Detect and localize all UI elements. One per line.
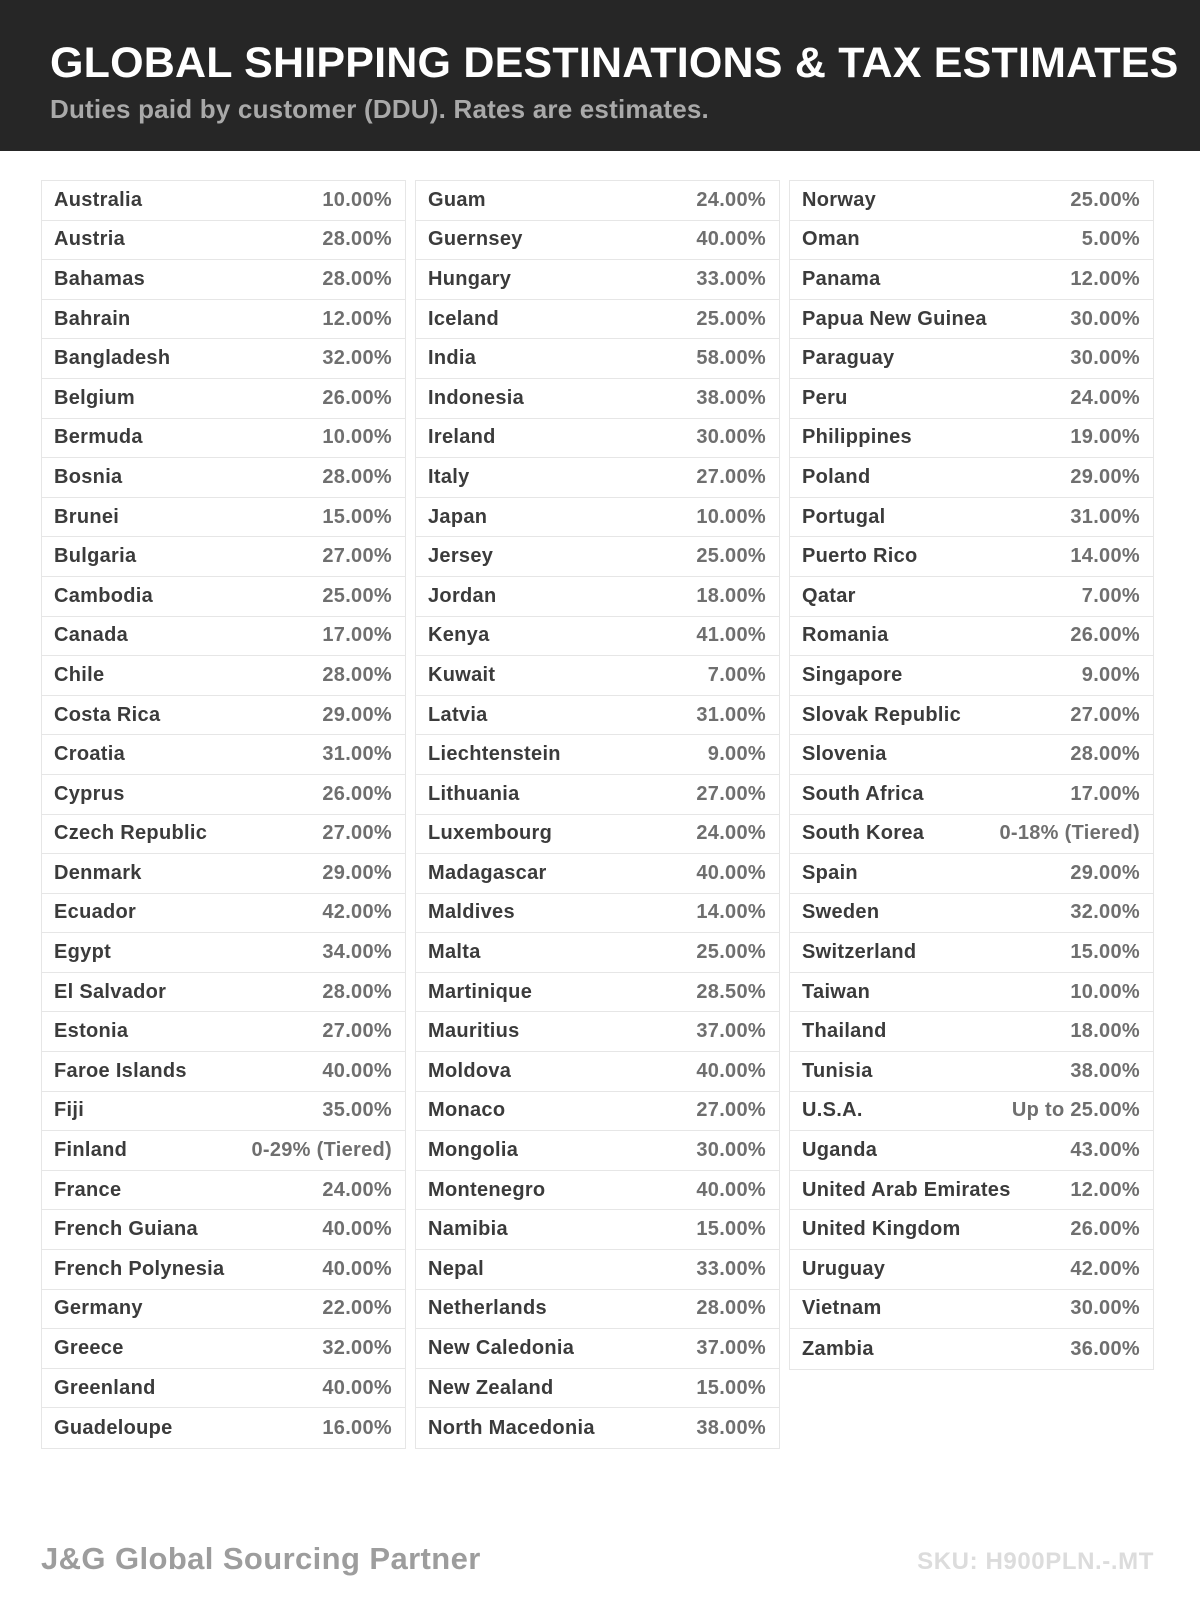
country-name: Sweden <box>802 901 880 924</box>
rate-value: 9.00% <box>1081 663 1140 686</box>
country-name: Belgium <box>54 386 135 409</box>
rate-value: 40.00% <box>322 1376 392 1399</box>
rate-value: 12.00% <box>1070 1178 1140 1201</box>
country-name: Tunisia <box>802 1059 873 1082</box>
rate-row <box>416 1290 779 1330</box>
country-name: Kuwait <box>428 663 496 686</box>
country-name: Faroe Islands <box>54 1059 187 1082</box>
rate-value: 30.00% <box>696 1139 766 1162</box>
rate-row <box>42 379 405 419</box>
rate-row <box>790 1012 1153 1052</box>
country-name: Uruguay <box>802 1257 886 1280</box>
rate-value: 38.00% <box>1070 1059 1140 1082</box>
rate-value: 14.00% <box>696 901 766 924</box>
rate-row <box>790 1290 1153 1330</box>
country-name: Kenya <box>428 624 490 647</box>
rate-value: 15.00% <box>1070 941 1140 964</box>
country-name: Singapore <box>802 663 903 686</box>
footer-sku: SKU: H900PLN.-.MT <box>917 1548 1154 1575</box>
rate-row <box>416 537 779 577</box>
rate-row <box>42 973 405 1013</box>
rate-value: 19.00% <box>1070 426 1140 449</box>
header <box>0 0 1200 151</box>
rate-value: 15.00% <box>696 1376 766 1399</box>
country-name: Poland <box>802 465 871 488</box>
rate-value: 30.00% <box>696 426 766 449</box>
rate-row <box>42 1408 405 1448</box>
country-name: North Macedonia <box>428 1416 595 1439</box>
rate-column-3 <box>789 180 1154 1370</box>
rate-row <box>790 1131 1153 1171</box>
rate-row <box>42 696 405 736</box>
rate-row <box>790 181 1153 221</box>
rate-row <box>42 735 405 775</box>
rate-row <box>42 854 405 894</box>
country-name: Greenland <box>54 1376 156 1399</box>
country-name: Bermuda <box>54 426 143 449</box>
rate-row <box>416 933 779 973</box>
country-name: Ireland <box>428 426 496 449</box>
rate-value: 10.00% <box>696 505 766 528</box>
country-name: Lithuania <box>428 782 520 805</box>
rate-value: 10.00% <box>1070 980 1140 1003</box>
rate-row <box>416 854 779 894</box>
country-name: Namibia <box>428 1218 508 1241</box>
rate-row <box>42 1092 405 1132</box>
country-name: India <box>428 347 477 370</box>
country-name: Romania <box>802 624 889 647</box>
rate-row <box>42 300 405 340</box>
rate-row <box>790 260 1153 300</box>
rate-row <box>790 933 1153 973</box>
rate-value: 34.00% <box>322 941 392 964</box>
rate-value: 24.00% <box>696 188 766 211</box>
country-name: French Guiana <box>54 1218 198 1241</box>
rate-row <box>42 537 405 577</box>
rate-value: 18.00% <box>696 584 766 607</box>
rate-row <box>416 221 779 261</box>
rate-row <box>42 181 405 221</box>
country-name: South Korea <box>802 822 925 845</box>
rate-row <box>42 1012 405 1052</box>
rate-value: 40.00% <box>322 1218 392 1241</box>
country-name: Spain <box>802 861 858 884</box>
rate-value: 31.00% <box>696 703 766 726</box>
rate-row <box>416 260 779 300</box>
country-name: Slovenia <box>802 743 887 766</box>
rate-value: 29.00% <box>1070 861 1140 884</box>
country-name: Portugal <box>802 505 886 528</box>
rate-row <box>790 498 1153 538</box>
rate-row <box>416 1369 779 1409</box>
country-name: Slovak Republic <box>802 703 961 726</box>
country-name: Oman <box>802 228 860 251</box>
rate-value: 24.00% <box>1070 386 1140 409</box>
rate-value: 0-18% (Tiered) <box>999 822 1140 845</box>
rate-value: 28.00% <box>322 465 392 488</box>
rate-value: 37.00% <box>696 1337 766 1360</box>
country-name: Egypt <box>54 941 112 964</box>
rate-row <box>42 656 405 696</box>
country-name: Croatia <box>54 743 126 766</box>
rate-row <box>790 815 1153 855</box>
rate-value: 27.00% <box>322 1020 392 1043</box>
rate-value: 26.00% <box>1070 624 1140 647</box>
rate-row <box>416 379 779 419</box>
rate-column-1 <box>41 180 406 1449</box>
rate-row <box>42 498 405 538</box>
rate-value: 28.00% <box>322 228 392 251</box>
rate-value: 35.00% <box>322 1099 392 1122</box>
country-name: Ecuador <box>54 901 137 924</box>
rate-value: 15.00% <box>696 1218 766 1241</box>
country-name: Puerto Rico <box>802 545 918 568</box>
page-subtitle: Duties paid by customer (DDU). Rates are estimates. <box>50 94 709 124</box>
rate-value: 10.00% <box>322 188 392 211</box>
rate-value: 26.00% <box>1070 1218 1140 1241</box>
country-name: South Africa <box>802 782 924 805</box>
rate-row <box>790 537 1153 577</box>
rate-row <box>790 617 1153 657</box>
rate-row <box>416 1092 779 1132</box>
rate-value: 7.00% <box>707 663 766 686</box>
rate-value: 40.00% <box>696 228 766 251</box>
country-name: Uganda <box>802 1139 878 1162</box>
rate-row <box>790 735 1153 775</box>
rate-row <box>416 1210 779 1250</box>
rate-value: 30.00% <box>1070 1297 1140 1320</box>
rate-row <box>42 1210 405 1250</box>
rate-row <box>416 617 779 657</box>
rate-value: 25.00% <box>696 545 766 568</box>
rate-row <box>790 854 1153 894</box>
country-name: Czech Republic <box>54 822 208 845</box>
country-name: Indonesia <box>428 386 525 409</box>
country-name: Vietnam <box>802 1297 882 1320</box>
country-name: Bulgaria <box>54 545 137 568</box>
rate-value: 28.00% <box>322 663 392 686</box>
rate-value: 25.00% <box>1070 188 1140 211</box>
rate-value: 17.00% <box>322 624 392 647</box>
country-name: Fiji <box>54 1099 85 1122</box>
country-name: Hungary <box>428 267 512 290</box>
rate-row <box>42 1250 405 1290</box>
country-name: Norway <box>802 188 877 211</box>
rate-row <box>790 379 1153 419</box>
country-name: Zambia <box>802 1337 874 1360</box>
country-name: Finland <box>54 1139 128 1162</box>
rate-value: 32.00% <box>1070 901 1140 924</box>
rate-value: 27.00% <box>322 545 392 568</box>
rate-row <box>416 1250 779 1290</box>
rate-row <box>42 617 405 657</box>
rate-value: 26.00% <box>322 386 392 409</box>
country-name: United Arab Emirates <box>802 1178 1011 1201</box>
rate-value: 31.00% <box>1070 505 1140 528</box>
country-name: Monaco <box>428 1099 506 1122</box>
rate-row <box>42 221 405 261</box>
rate-value: 25.00% <box>322 584 392 607</box>
rate-row <box>416 696 779 736</box>
rate-value: 37.00% <box>696 1020 766 1043</box>
country-name: Nepal <box>428 1257 484 1280</box>
rate-row <box>790 577 1153 617</box>
country-name: Netherlands <box>428 1297 547 1320</box>
footer-brand: J&G Global Sourcing Partner <box>41 1541 481 1576</box>
country-name: Philippines <box>802 426 912 449</box>
rate-row <box>42 775 405 815</box>
rate-row <box>416 1171 779 1211</box>
page-title: GLOBAL SHIPPING DESTINATIONS & TAX ESTIMATES <box>50 39 1179 87</box>
country-name: Brunei <box>54 505 120 528</box>
rate-row <box>416 1408 779 1448</box>
rate-value: 26.00% <box>322 782 392 805</box>
rate-row <box>790 894 1153 934</box>
country-name: Cyprus <box>54 782 125 805</box>
rate-value: 38.00% <box>696 386 766 409</box>
rate-row <box>790 1329 1153 1369</box>
country-name: Japan <box>428 505 488 528</box>
rate-row <box>416 498 779 538</box>
rate-value: 31.00% <box>322 743 392 766</box>
rate-row <box>416 419 779 459</box>
rate-value: 43.00% <box>1070 1139 1140 1162</box>
country-name: El Salvador <box>54 980 167 1003</box>
country-name: Guernsey <box>428 228 523 251</box>
rate-value: 27.00% <box>322 822 392 845</box>
rate-row <box>790 1092 1153 1132</box>
rate-row <box>42 577 405 617</box>
country-name: Switzerland <box>802 941 917 964</box>
rate-value: 27.00% <box>696 782 766 805</box>
rate-value: 14.00% <box>1070 545 1140 568</box>
rate-value: 22.00% <box>322 1297 392 1320</box>
rate-value: 15.00% <box>322 505 392 528</box>
country-name: Jersey <box>428 545 494 568</box>
country-name: Chile <box>54 663 105 686</box>
rate-value: 29.00% <box>322 703 392 726</box>
country-name: Italy <box>428 465 470 488</box>
rate-column-2 <box>415 180 780 1449</box>
country-name: Paraguay <box>802 347 895 370</box>
rate-row <box>42 339 405 379</box>
rate-row <box>416 339 779 379</box>
rate-row <box>790 300 1153 340</box>
country-name: Bangladesh <box>54 347 171 370</box>
rate-value: 32.00% <box>322 347 392 370</box>
rate-row <box>790 1210 1153 1250</box>
rate-value: 40.00% <box>696 861 766 884</box>
rate-value: 9.00% <box>707 743 766 766</box>
rate-value: 40.00% <box>696 1059 766 1082</box>
rate-value: 28.00% <box>322 980 392 1003</box>
country-name: Malta <box>428 941 481 964</box>
country-name: Bahamas <box>54 267 146 290</box>
rate-row <box>42 1131 405 1171</box>
country-name: Taiwan <box>802 980 871 1003</box>
rate-value: 0-29% (Tiered) <box>251 1139 392 1162</box>
rate-row <box>790 973 1153 1013</box>
rate-row <box>416 458 779 498</box>
country-name: Montenegro <box>428 1178 546 1201</box>
country-name: Estonia <box>54 1020 129 1043</box>
country-name: Panama <box>802 267 881 290</box>
rate-value: Up to 25.00% <box>1011 1099 1140 1122</box>
rate-row <box>42 1171 405 1211</box>
rate-value: 24.00% <box>322 1178 392 1201</box>
rate-row <box>416 577 779 617</box>
rate-row <box>42 933 405 973</box>
country-name: New Zealand <box>428 1376 554 1399</box>
footer <box>41 1541 1154 1577</box>
country-name: Madagascar <box>428 861 547 884</box>
country-name: U.S.A. <box>802 1099 863 1122</box>
rate-row <box>416 1329 779 1369</box>
rate-value: 42.00% <box>322 901 392 924</box>
country-name: Cambodia <box>54 584 154 607</box>
rate-value: 10.00% <box>322 426 392 449</box>
country-name: Iceland <box>428 307 500 330</box>
rate-row <box>790 221 1153 261</box>
rate-value: 7.00% <box>1081 584 1140 607</box>
rate-row <box>42 419 405 459</box>
rate-value: 42.00% <box>1070 1257 1140 1280</box>
country-name: Latvia <box>428 703 488 726</box>
rate-value: 27.00% <box>696 465 766 488</box>
country-name: Canada <box>54 624 129 647</box>
rate-row <box>790 775 1153 815</box>
rate-value: 30.00% <box>1070 347 1140 370</box>
country-name: French Polynesia <box>54 1257 225 1280</box>
country-name: Moldova <box>428 1059 512 1082</box>
rate-value: 27.00% <box>1070 703 1140 726</box>
rate-value: 30.00% <box>1070 307 1140 330</box>
rate-value: 17.00% <box>1070 782 1140 805</box>
rate-row <box>416 894 779 934</box>
rate-value: 58.00% <box>696 347 766 370</box>
rate-row <box>416 735 779 775</box>
rate-value: 28.00% <box>1070 743 1140 766</box>
rate-row <box>790 1171 1153 1211</box>
rate-value: 5.00% <box>1081 228 1140 251</box>
rate-value: 33.00% <box>696 1257 766 1280</box>
rate-value: 29.00% <box>322 861 392 884</box>
rate-value: 41.00% <box>696 624 766 647</box>
rate-row <box>42 894 405 934</box>
rate-row <box>42 1290 405 1330</box>
rate-row <box>416 1012 779 1052</box>
rate-value: 40.00% <box>322 1257 392 1280</box>
rate-value: 12.00% <box>1070 267 1140 290</box>
rate-row <box>42 1329 405 1369</box>
country-name: Bahrain <box>54 307 131 330</box>
country-name: Australia <box>54 188 143 211</box>
rate-value: 28.00% <box>322 267 392 290</box>
country-name: Qatar <box>802 584 856 607</box>
country-name: New Caledonia <box>428 1337 575 1360</box>
rate-value: 38.00% <box>696 1416 766 1439</box>
country-name: Peru <box>802 386 848 409</box>
rate-row <box>42 1369 405 1409</box>
rate-value: 12.00% <box>322 307 392 330</box>
country-name: Denmark <box>54 861 142 884</box>
rate-value: 29.00% <box>1070 465 1140 488</box>
rate-row <box>790 419 1153 459</box>
rates-table <box>41 180 1154 1449</box>
rate-value: 32.00% <box>322 1337 392 1360</box>
country-name: Germany <box>54 1297 143 1320</box>
rate-value: 40.00% <box>322 1059 392 1082</box>
country-name: Guadeloupe <box>54 1416 173 1439</box>
rate-value: 16.00% <box>322 1416 392 1439</box>
rate-value: 24.00% <box>696 822 766 845</box>
rate-row <box>42 815 405 855</box>
rate-row <box>790 1250 1153 1290</box>
rate-row <box>416 656 779 696</box>
rate-row <box>416 1052 779 1092</box>
country-name: Greece <box>54 1337 124 1360</box>
rate-value: 25.00% <box>696 941 766 964</box>
rate-value: 18.00% <box>1070 1020 1140 1043</box>
country-name: Mongolia <box>428 1139 519 1162</box>
rate-row <box>790 458 1153 498</box>
rate-row <box>416 775 779 815</box>
rate-value: 33.00% <box>696 267 766 290</box>
rate-row <box>790 696 1153 736</box>
rate-row <box>42 1052 405 1092</box>
rate-row <box>790 1052 1153 1092</box>
country-name: United Kingdom <box>802 1218 961 1241</box>
country-name: Maldives <box>428 901 515 924</box>
country-name: Guam <box>428 188 486 211</box>
rate-value: 28.00% <box>696 1297 766 1320</box>
rate-value: 27.00% <box>696 1099 766 1122</box>
country-name: Austria <box>54 228 126 251</box>
rate-value: 25.00% <box>696 307 766 330</box>
country-name: Jordan <box>428 584 497 607</box>
country-name: Thailand <box>802 1020 887 1043</box>
rate-row <box>416 181 779 221</box>
rate-row <box>416 300 779 340</box>
country-name: Martinique <box>428 980 533 1003</box>
rate-row <box>790 656 1153 696</box>
rate-row <box>416 973 779 1013</box>
country-name: Luxembourg <box>428 822 553 845</box>
rate-row <box>790 339 1153 379</box>
rate-value: 40.00% <box>696 1178 766 1201</box>
country-name: France <box>54 1178 122 1201</box>
rate-row <box>416 815 779 855</box>
rate-row <box>416 1131 779 1171</box>
rate-value: 28.50% <box>696 980 766 1003</box>
country-name: Liechtenstein <box>428 743 561 766</box>
rate-row <box>42 260 405 300</box>
country-name: Mauritius <box>428 1020 520 1043</box>
country-name: Bosnia <box>54 465 123 488</box>
rate-value: 36.00% <box>1070 1337 1140 1360</box>
country-name: Papua New Guinea <box>802 307 987 330</box>
country-name: Costa Rica <box>54 703 161 726</box>
rate-row <box>42 458 405 498</box>
